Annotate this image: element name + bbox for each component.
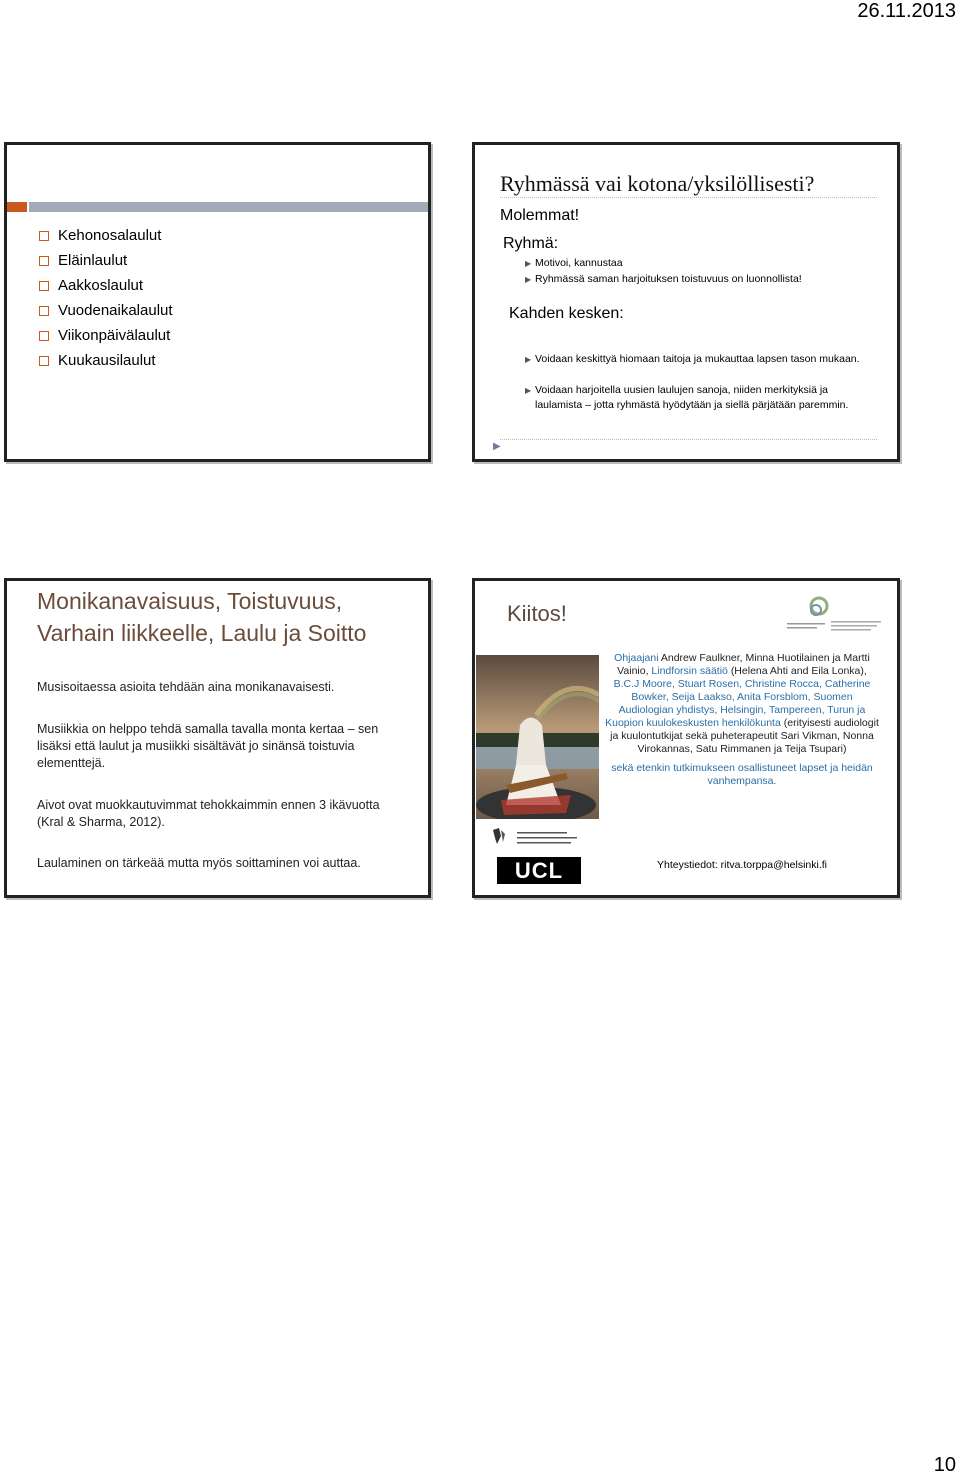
paragraph: Aivot ovat muokkautuvimmat tehokkaimmin ennen 3 ikävuotta (Kral & Sharma, 2012). <box>37 798 380 829</box>
list-item: Viikonpäivälaulut <box>39 323 173 348</box>
slide-group-vs-individual <box>472 142 900 462</box>
slide-title: Ryhmässä vai kotona/yksilöllisesti? <box>500 171 815 196</box>
university-of-helsinki-logo <box>491 826 586 851</box>
paragraph: Laulaminen on tärkeää mutta myös soittaminen voi auttaa. <box>37 856 361 870</box>
square-bullet-icon <box>39 256 49 266</box>
square-bullet-icon <box>39 331 49 341</box>
arrow-bullet-icon: ▶ <box>525 355 532 364</box>
paragraph: Musisoitaessa asioita tehdään aina monikanavaisesti. <box>37 680 335 694</box>
page-number: 10 <box>933 1454 956 1476</box>
divider <box>500 439 877 440</box>
one-on-one-heading: Kahden kesken: <box>509 305 624 322</box>
divider <box>500 197 877 198</box>
group-heading: Ryhmä: <box>503 235 559 252</box>
arrow-bullet-icon: ▶ <box>525 259 532 268</box>
square-bullet-icon <box>39 231 49 241</box>
kantele-player-photo <box>476 655 599 819</box>
acknowledgements: Ohjaajani Andrew Faulkner, Minna Huotilainen ja Martti Vainio, Lindforsin säätiö (Helena Ahti and Eila Lonka), B.C.J Moore, Stuart Rosen, Christine Rocca, Catherine Bowker, Seija Laakso, Anita Forsblom, Suomen Audiologian yhdistys, Helsingin, Tampereen, Turun ja Kuopion kuulokeskusten henkilökunta (erityisesti audiologit ja kuulontutkijat sekä puheterapeutit Sari Vikman, Nonna Virokannas, Satu Rimmanen ja Teija Tsupari) <box>605 652 879 755</box>
research-center-logo <box>785 593 885 633</box>
list-item: Kuukausilaulut <box>39 348 173 373</box>
arrow-bullet-icon: ▶ <box>525 275 532 284</box>
square-bullet-icon <box>39 356 49 366</box>
slide-song-types <box>4 142 431 462</box>
arrow-bullet-icon: ▶ <box>525 386 532 395</box>
acknowledgements-children: sekä etenkin tutkimukseen osallistuneet lapset ja heidän vanhempansa. <box>611 762 873 787</box>
list-item: Vuodenaikalaulut <box>39 298 173 323</box>
square-bullet-icon <box>39 281 49 291</box>
bullet-item: ▶ Motivoi, kannustaa <box>525 257 623 269</box>
paragraph: Musiikkia on helppo tehdä samalla tavalla monta kertaa – sen lisäksi että laulut ja musiikki sisältävät jo sinänsä toistuvia elementtejä. <box>37 722 379 770</box>
both-heading: Molemmat! <box>500 207 580 224</box>
ucl-logo: UCL <box>497 857 581 884</box>
bullet-item: ▶ Voidaan harjoitella uusien laulujen sanoja, niiden merkityksiä ja laulamista – jotta ryhmästä hyödytään ja siellä pärjätään paremmin. <box>525 384 849 411</box>
list-item: Aakkoslaulut <box>39 273 173 298</box>
arrow-marker-icon: ▶ <box>493 441 501 452</box>
square-bullet-icon <box>39 306 49 316</box>
date-header: 26.11.2013 <box>857 0 956 22</box>
slide-thanks <box>472 578 900 898</box>
list-item: Kehonosalaulut <box>39 223 173 248</box>
bullet-item: ▶ Ryhmässä saman harjoituksen toistuvuus on luonnollista! <box>525 273 802 285</box>
slide-multichannel <box>4 578 431 898</box>
slide-title: Kiitos! <box>507 601 567 626</box>
song-type-list <box>39 223 173 373</box>
title-bar <box>7 202 428 212</box>
bullet-item: ▶ Voidaan keskittyä hiomaan taitoja ja mukauttaa lapsen tason mukaan. <box>525 353 860 365</box>
slide-title: Monikanavaisuus, Toistuvuus, Varhain liikkeelle, Laulu ja Soitto <box>37 588 367 646</box>
list-item: Eläinlaulut <box>39 248 173 273</box>
contact-info: Yhteystiedot: ritva.torppa@helsinki.fi <box>657 859 827 871</box>
